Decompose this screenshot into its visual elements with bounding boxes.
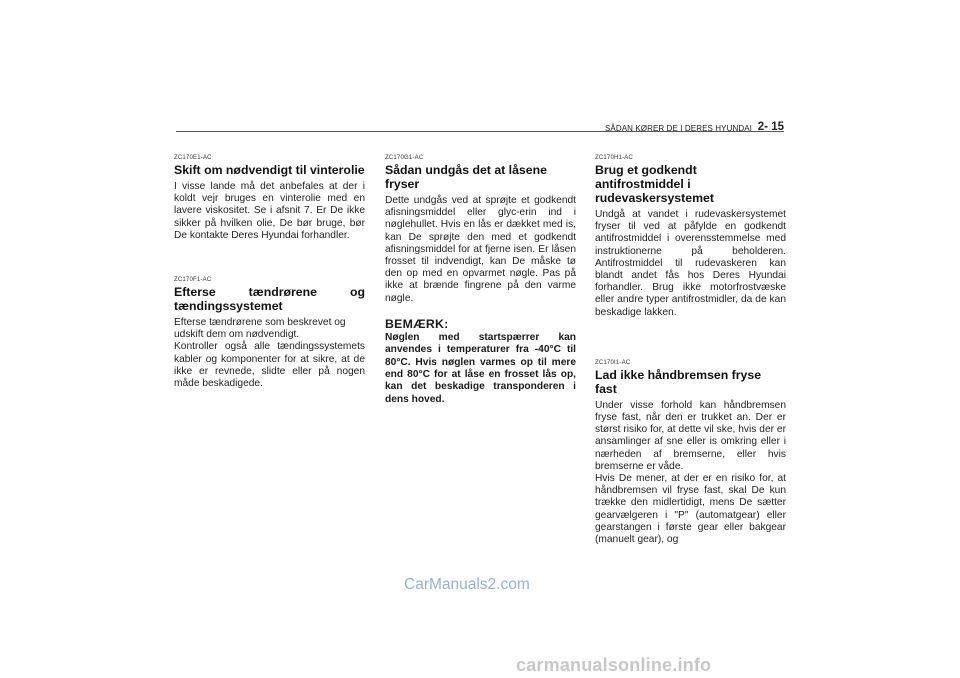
section-body <box>595 400 786 546</box>
section-heading: Skift om nødvendigt til vinterolie <box>174 163 365 177</box>
section-code: ZC170F1-AC <box>174 277 212 284</box>
section-heading: Sådan undgås det at låsene fryser <box>385 163 547 191</box>
section-code: ZC170H1-AC <box>595 155 634 161</box>
page-number: 2- 15 <box>757 121 784 133</box>
column-1 <box>174 154 365 390</box>
section-heading <box>174 285 365 313</box>
section-body <box>174 317 365 390</box>
watermark-link[interactable]: CarManuals2.com <box>404 576 530 593</box>
section-washer-antifreeze <box>595 154 786 319</box>
footer-watermark: carmanualsonline.info <box>516 655 712 675</box>
section-body <box>385 195 576 305</box>
paragraph: Hvis De mener, at der er en risiko for, at håndbremsen vil fryse fast, skal De kun trække den midlertidigt, mens De sætter gearvælgeren i "P" (automatgear) eller gearstangen i første gear eller bakgear (manuelt gear), og <box>595 473 786 546</box>
section-heading-line: tændingssystemet <box>174 299 283 314</box>
paragraph: Dette undgås ved at sprøjte et godkendt afisningsmiddel eller glyc-erin ind i nøglehullet. Hvis en lås er dækket med is, kan De sprøjte den med et godkendt afisningsmiddel for at fjerne isen. Er låsen frosset til indvendigt, kan De måske tø den op med en opvarmet nøgle. Pas på ikke at brænde fingrene på den varme nøgle. <box>385 195 576 304</box>
column-3 <box>595 154 786 546</box>
section-spark-plugs <box>174 276 365 390</box>
running-header-title: SÅDAN KØRER DE I DERES HYUNDAI <box>604 124 752 133</box>
note-body: Nøglen med startspærrer kan anvendes i temperaturer fra -40°C til 80°C. Hvis nøglen varmes op til mere end 80°C for at låse en frosset lås op, kan det beskadige transponderen i dens hoved. <box>385 331 576 405</box>
column-2 <box>385 154 576 406</box>
section-parking-brake <box>595 359 786 546</box>
section-code: ZC170E1-AC <box>174 155 212 161</box>
note-title: BEMÆRK: <box>385 316 449 331</box>
section-winter-oil <box>174 154 365 242</box>
section-code: ZC170I1-AC <box>595 359 631 366</box>
paragraph: Undgå at vandet i rudevaskersystemet fryser til ved at påfylde en godkendt antifrostmiddel i overensstemmelse med instruktionerne på beholderen. Antifrostmiddel til rudevaskeren kan blandt andet fås hos Deres Hyundai forhandler. Brug ikke motorfrostvæske eller andre typer antifrostmidler, da de kan beskadige lakken. <box>595 209 786 318</box>
paragraph: Efterse tændrørene som beskrevet og udskift dem om nødvendigt. <box>174 317 346 341</box>
section-heading: Brug et godkendt antifrostmiddel i rudevaskersystemet <box>595 163 714 205</box>
section-code: ZC170G1-AC <box>385 155 424 161</box>
section-body <box>174 181 365 242</box>
paragraph: I visse lande må det anbefales at der i koldt vejr bruges en vinterolie med en lavere viskositet. Se i afsnit 7. Er De ikke sikker på hvilken olie, De bør bruge, bør De kontakte Deres Hyundai forhandler. <box>174 181 365 241</box>
paragraph: Kontroller også alle tændingssystemets kabler og komponenter for at sikre, at de ikke er revnede, slidte eller på nogen måde beskadigede. <box>174 341 365 390</box>
paragraph: Under visse forhold kan håndbremsen fryse fast, når den er trukket an. Der er størst risiko for, at dette vil ske, hvis der er ansamlinger af sne eller is omkring eller i nærheden af bremserne, eller hvis bremserne er våde. <box>595 399 786 472</box>
section-body <box>595 209 786 319</box>
section-heading: Lad ikke håndbremsen fryse fast <box>595 367 762 396</box>
section-heading-line: Efterse tændrørene og <box>174 285 365 300</box>
section-frozen-locks <box>385 154 576 305</box>
